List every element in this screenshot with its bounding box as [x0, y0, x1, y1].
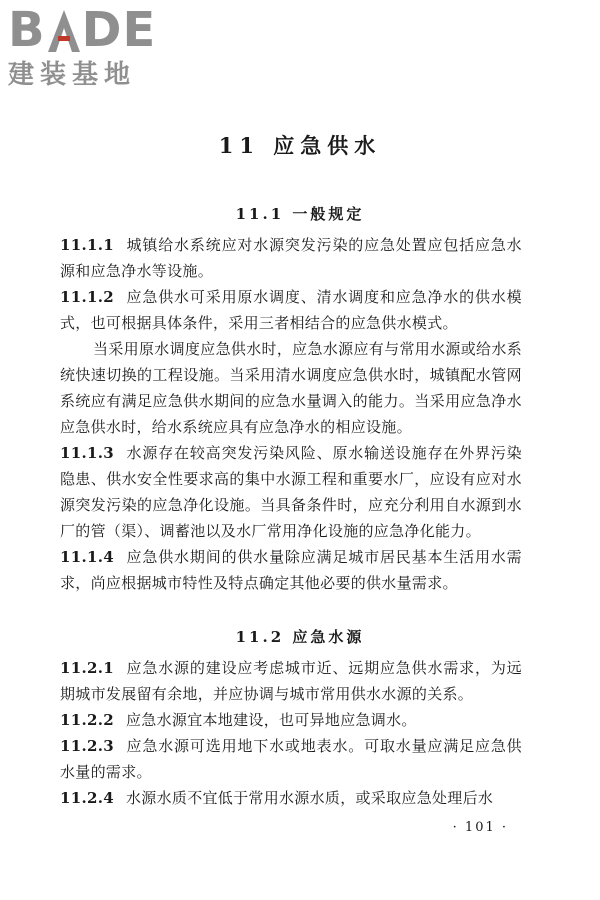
section-body [60, 655, 522, 811]
clause-text: 城镇给水系统应对水源突发污染的应急处置应包括应急水源和应急净水等设施。 [60, 236, 522, 280]
clause-11-1-3 [60, 440, 522, 544]
section-title: 11.1 一般规定 [235, 205, 365, 223]
clause-text: 水源水质不宜低于常用水源水质，或采取应急处理后水 [126, 789, 494, 807]
clause-11-2-4 [60, 785, 522, 811]
logo-letter-b: B [8, 2, 46, 58]
chapter-title: 11 应急供水 [218, 133, 382, 158]
clause-number: 11.2.2 [60, 711, 114, 729]
clause-text: 水源存在较高突发污染风险、原水输送设施存在外界污染隐患、供水安全性要求高的集中水源工程和重要水厂，应设有应对水源突发污染的应急净化设施。当具备条件时，应充分利用自水源到水厂的管（渠）、调蓄池以及水厂常用净化设施的应急净化能力。 [60, 444, 522, 540]
clause-11-2-2 [60, 707, 522, 733]
clause-number: 11.1.3 [60, 444, 114, 462]
clause-11-1-4 [60, 544, 522, 596]
clause-11-2-1 [60, 655, 522, 707]
logo [8, 4, 178, 96]
clause-number: 11.2.4 [60, 789, 114, 807]
clause-11-1-1 [60, 232, 522, 284]
logo-a-mark [47, 8, 81, 52]
clause-11-2-3 [60, 733, 522, 785]
clause-11-1-2-continuation: 当采用原水调度应急供水时，应急水源应有与常用水源或给水系统快速切换的工程设施。当采用清水调度应急供水时，城镇配水管网系统应有满足应急供水期间的应急水量调入的能力。当采用应急净水应急供水时，给水系统应具有应急净水的相应设施。 [60, 340, 522, 436]
clause-number: 11.2.1 [60, 659, 114, 677]
section-body [60, 232, 522, 596]
clause-11-1-2 [60, 284, 522, 336]
logo-subtitle: 建装基地 [8, 60, 137, 90]
clause-text: 应急供水可采用原水调度、清水调度和应急净水的供水模式，也可根据具体条件，采用三者相结合的应急供水模式。 [60, 288, 522, 332]
clause-text: 应急水源可选用地下水或地表水。可取水量应满足应急供水量的需求。 [60, 737, 522, 781]
clause-text: 应急水源的建设应考虑城市近、远期应急供水需求，为远期城市发展留有余地，并应协调与城市常用供水水源的关系。 [60, 659, 522, 703]
clause-number: 11.2.3 [60, 737, 114, 755]
logo-letters-de: DE [81, 2, 157, 58]
logo-wordmark [8, 4, 178, 56]
clause-number: 11.1.1 [60, 236, 114, 254]
page-number: · 101 · [452, 820, 508, 835]
clause-number: 11.1.2 [60, 288, 114, 306]
clause-number: 11.1.4 [60, 548, 114, 566]
clause-text: 应急水源宜本地建设，也可异地应急调水。 [126, 711, 417, 729]
section-title: 11.2 应急水源 [235, 628, 365, 646]
clause-text: 应急供水期间的供水量除应满足城市居民基本生活用水需求，尚应根据城市特性及特点确定其他必要的供水量需求。 [60, 548, 522, 592]
